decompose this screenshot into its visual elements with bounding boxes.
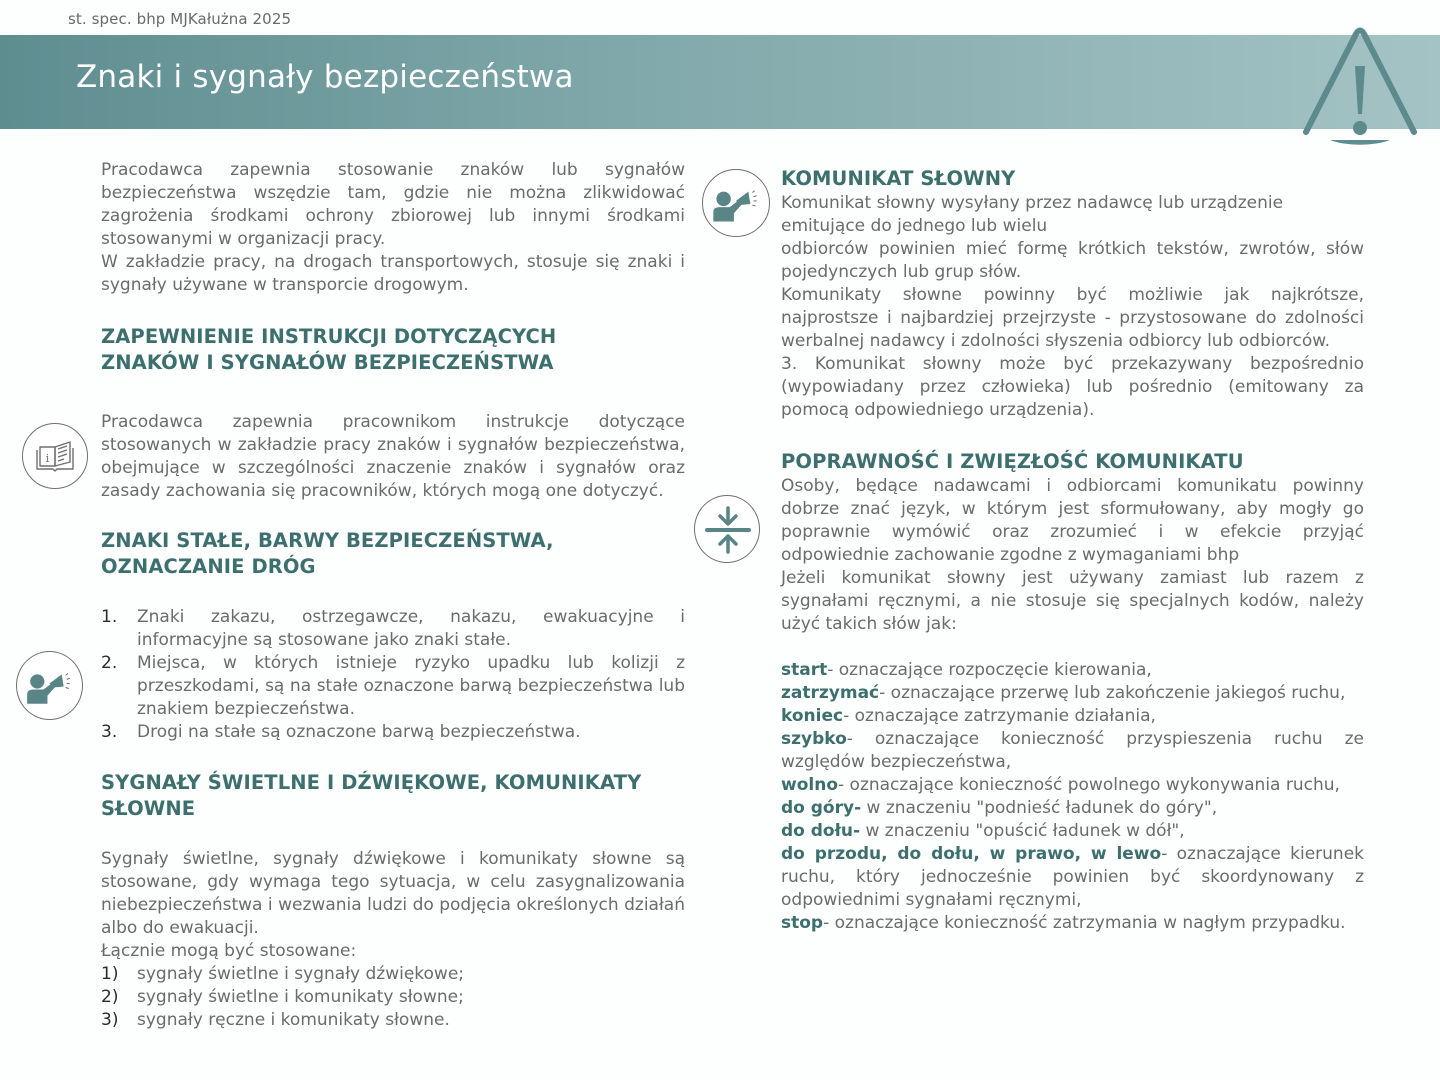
term-item	[781, 797, 1364, 820]
term-item	[781, 705, 1364, 728]
verbal-paragraph: Komunikaty słowne powinny być możliwie jak najkrótsze, najprostsze i najbardziej przejrzyste - przystosowane do zdolności werbalnej nadawcy i zdolności słyszenia odbiorcy lub odbiorców.	[781, 285, 1364, 351]
term-word: do przodu, do dołu, w prawo, w lewo	[781, 844, 1162, 864]
list-number: 2.	[101, 653, 118, 673]
term-item	[781, 774, 1364, 797]
author-note: st. spec. bhp MJKałużna 2025	[68, 10, 292, 28]
term-item	[781, 728, 1364, 774]
list-text: Znaki zakazu, ostrzegawcze, nakazu, ewakuacyjne i informacyjne są stosowane jako znaki stałe.	[137, 607, 685, 650]
list-item	[101, 721, 685, 744]
term-word: zatrzymać	[781, 683, 880, 703]
section-heading: SYGNAŁY ŚWIETLNE I DŹWIĘKOWE, KOMUNIKATY	[101, 771, 642, 794]
list-text: sygnały świetlne i sygnały dźwiękowe;	[137, 964, 465, 984]
list-item	[101, 1009, 685, 1032]
instructions-paragraph: Pracodawca zapewnia pracownikom instrukcje dotyczące stosowanych w zakładzie pracy znaków i sygnałów bezpieczeństwa, obejmujące w szczególności znaczenie znaków i sygnałów oraz zasady zachowania się pracowników, których mogą one dotyczyć.	[101, 412, 685, 501]
section-heading: SŁOWNE	[101, 797, 196, 820]
section-heading: ZNAKÓW I SYGNAŁÓW BEZPIECZEŃSTWA	[101, 351, 554, 374]
section-heading: OZNACZANIE DRÓG	[101, 555, 316, 578]
term-desc: - oznaczające rozpoczęcie kierowania,	[827, 660, 1152, 680]
list-item	[101, 606, 685, 652]
terms-list	[781, 659, 1364, 935]
section-heading: ZNAKI STAŁE, BARWY BEZPIECZEŃSTWA,	[101, 529, 554, 552]
list-number: 3)	[101, 1010, 119, 1030]
left-column	[101, 159, 685, 1032]
term-item	[781, 843, 1364, 912]
term-item	[781, 820, 1364, 843]
term-desc: - oznaczające przerwę lub zakończenie jakiegoś ruchu,	[879, 683, 1346, 703]
person-megaphone-icon	[16, 651, 83, 720]
verbal-paragraph: Komunikat słowny wysyłany przez nadawcę lub urządzenie emitujące do jednego lub wielu	[781, 193, 1284, 236]
section-heading: KOMUNIKAT SŁOWNY	[781, 167, 1016, 190]
intro-paragraph: W zakładzie pracy, na drogach transportowych, stosuje się znaki i sygnały używane w transporcie drogowym.	[101, 252, 685, 295]
list-item	[101, 986, 685, 1009]
list-number: 3.	[101, 722, 118, 742]
term-word: koniec	[781, 706, 844, 726]
compress-arrows-icon	[694, 495, 760, 563]
term-desc: - oznaczające konieczność przyspieszenia ruchu ze względów bezpieczeństwa,	[781, 729, 1364, 772]
term-desc: w znaczeniu "podnieść ładunek do góry",	[861, 798, 1218, 818]
term-desc: - oznaczające zatrzymanie działania,	[843, 706, 1156, 726]
intro-paragraph: Pracodawca zapewnia stosowanie znaków lub sygnałów bezpieczeństwa wszędzie tam, gdzie nie można zlikwidować zagrożenia środkami ochrony zbiorowej lub innymi środkami stosowanymi w organizacji pracy.	[101, 160, 685, 249]
correctness-paragraph: Jeżeli komunikat słowny jest używany zamiast lub razem z sygnałami ręcznymi, a nie stosuje się specjalnych kodów, należy użyć takich słów jak:	[781, 568, 1364, 634]
verbal-paragraph: odbiorców powinien mieć formę krótkich tekstów, zwrotów, słów pojedynczych lub grup słów.	[781, 239, 1364, 282]
list-text: Miejsca, w których istnieje ryzyko upadku lub kolizji z przeszkodami, są na stałe oznaczone barwą bezpieczeństwa lub znakiem bezpieczeństwa.	[137, 653, 685, 719]
list-number: 2)	[101, 987, 119, 1007]
list-item	[101, 963, 685, 986]
term-word: szybko	[781, 729, 847, 749]
correctness-paragraph: Osoby, będące nadawcami i odbiorcami komunikatu powinny dobrze znać język, w którym jest sformułowany, aby mogły go poprawnie wymówić oraz zrozumieć i w efekcie przyjąć odpowiednie zachowanie zgodne z wymaganiami bhp	[781, 476, 1364, 565]
term-desc: - oznaczające kierunek ruchu, który jednocześnie powinien być skoordynowany z odpowiednimi sygnałami ręcznymi,	[781, 844, 1364, 910]
term-item	[781, 659, 1364, 682]
person-megaphone-icon	[702, 169, 770, 237]
term-desc: w znaczeniu "opuścić ładunek w dół",	[860, 821, 1185, 841]
list-item	[101, 652, 685, 721]
verbal-paragraph: 3. Komunikat słowny może być przekazywany bezpośrednio (wypowiadany przez człowieka) lub pośrednio (emitowany za pomocą odpowiedniego urządzenia).	[781, 354, 1364, 420]
list-number: 1)	[101, 964, 119, 984]
term-item	[781, 912, 1364, 935]
list-text: sygnały świetlne i komunikaty słowne;	[137, 987, 464, 1007]
term-desc: - oznaczające konieczność powolnego wykonywania ruchu,	[838, 775, 1340, 795]
section-heading: POPRAWNOŚĆ I ZWIĘZŁOŚĆ KOMUNIKATU	[781, 450, 1244, 473]
signals-paragraph: Sygnały świetlne, sygnały dźwiękowe i komunikaty słowne są stosowane, gdy wymaga tego sytuacja, w celu zasygnalizowania niebezpieczeństwa i wezwania ludzi do podjęcia określonych działań albo do ewakuacji.	[101, 849, 685, 938]
term-word: stop	[781, 913, 824, 933]
signals-list	[101, 963, 685, 1032]
term-word: wolno	[781, 775, 838, 795]
list-number: 1.	[101, 607, 118, 627]
term-item	[781, 682, 1364, 705]
fixed-signs-list	[101, 606, 685, 744]
right-column	[781, 166, 1364, 935]
book-info-icon	[22, 423, 88, 489]
list-text: Drogi na stałe są oznaczone barwą bezpieczeństwa.	[137, 722, 581, 742]
term-word: do góry-	[781, 798, 862, 818]
page-title: Znaki i sygnały bezpieczeństwa	[76, 59, 574, 95]
warning-triangle-icon	[1300, 22, 1420, 148]
combined-label: Łącznie mogą być stosowane:	[101, 941, 357, 961]
term-desc: - oznaczające konieczność zatrzymania w nagłym przypadku.	[823, 913, 1346, 933]
term-word: do dołu-	[781, 821, 861, 841]
list-text: sygnały ręczne i komunikaty słowne.	[137, 1010, 450, 1030]
section-heading: ZAPEWNIENIE INSTRUKCJI DOTYCZĄCYCH	[101, 325, 557, 348]
term-word: start	[781, 660, 828, 680]
svg-text:i: i	[45, 452, 50, 465]
